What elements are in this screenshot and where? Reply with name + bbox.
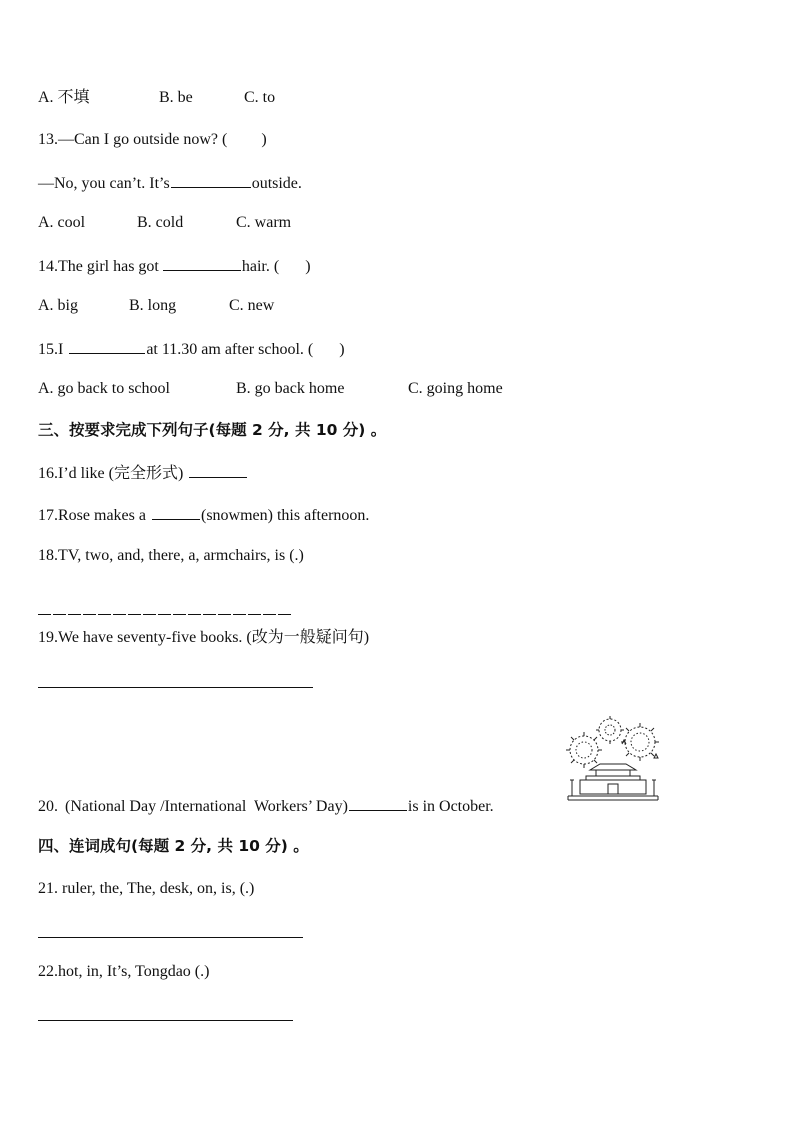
q22-number: 22. — [38, 963, 58, 980]
q13-number: 13. — [38, 131, 58, 148]
q16-number: 16. — [38, 465, 58, 482]
q15-paren-close: ) — [339, 341, 345, 358]
q13-blank[interactable] — [171, 172, 251, 188]
q21-text: ruler, the, The, desk, on, is, (.) — [62, 880, 255, 897]
q17-blank[interactable] — [152, 504, 200, 520]
q21-question — [38, 879, 254, 899]
q16-blank[interactable] — [189, 462, 247, 478]
q14-paren-close: ) — [305, 258, 311, 275]
q14-blank[interactable] — [163, 255, 241, 271]
q14-options — [38, 296, 338, 376]
q14-option-a: A. big — [38, 297, 78, 314]
q13-answer-prefix: —No, you can’t. It’s — [38, 175, 170, 192]
q14-suffix: hair. ( — [241, 258, 280, 275]
q13-answer-line — [38, 172, 302, 194]
q18-number: 18. — [38, 547, 58, 564]
q22-answer-line[interactable] — [38, 1020, 293, 1021]
q20-blank[interactable] — [349, 795, 407, 811]
tiananmen-fireworks-illustration — [560, 714, 664, 804]
q15-suffix: at 11.30 am after school. ( — [146, 341, 314, 358]
q14-option-c: C. new — [229, 297, 275, 314]
q14-option-b: B. long — [129, 297, 177, 314]
q20-question — [38, 795, 494, 817]
q12-options — [38, 88, 338, 168]
q16-question — [38, 462, 248, 484]
q13-paren-close: ) — [261, 131, 267, 148]
q21-answer-line[interactable] — [38, 937, 303, 938]
q19-question — [38, 628, 369, 648]
q13-option-c: C. warm — [236, 214, 292, 231]
q17-question — [38, 504, 369, 526]
section3-heading: 三、按要求完成下列句子(每题 2 分, 共 10 分) 。 — [38, 421, 387, 439]
q13-answer-suffix: outside. — [251, 175, 302, 192]
q17-prefix: Rose makes a — [58, 507, 146, 524]
q15-blank[interactable] — [69, 338, 145, 354]
q17-suffix: (snowmen) this afternoon. — [200, 507, 370, 524]
q15-option-c: C. going home — [408, 380, 503, 397]
q15-option-a: A. go back to school — [38, 380, 170, 397]
q21-number: 21. — [38, 880, 58, 897]
section4-heading: 四、连词成句(每题 2 分, 共 10 分) 。 — [38, 837, 309, 855]
q20-suffix: is in October. — [407, 798, 494, 815]
q18-question — [38, 546, 304, 566]
q22-question — [38, 962, 209, 982]
q13-question — [38, 130, 267, 150]
q16-text: I’d like (完全形式) — [58, 465, 184, 482]
q14-number: 14. — [38, 258, 58, 275]
q12-option-b: B. be — [159, 89, 193, 106]
q17-number: 17. — [38, 507, 58, 524]
q19-number: 19. — [38, 629, 58, 646]
q15-options — [38, 379, 558, 459]
q15-prefix: I — [58, 341, 64, 358]
q20-prefix: (National Day /International Workers’ Day) — [65, 798, 348, 815]
q19-answer-line[interactable] — [38, 687, 313, 688]
q12-option-c: C. to — [244, 89, 276, 106]
q14-prefix: The girl has got — [58, 258, 159, 275]
q12-option-a: A. 不填 — [38, 89, 90, 106]
q13-text: —Can I go outside now? ( — [58, 131, 228, 148]
q15-number: 15. — [38, 341, 58, 358]
q19-text: We have seventy-five books. (改为一般疑问句) — [58, 629, 370, 646]
q20-number: 20. — [38, 798, 58, 815]
q15-question — [38, 338, 345, 360]
q13-option-a: A. cool — [38, 214, 86, 231]
q14-question — [38, 255, 311, 277]
q13-option-b: B. cold — [137, 214, 184, 231]
q18-text: TV, two, and, there, a, armchairs, is (.) — [58, 547, 304, 564]
q22-text: hot, in, It’s, Tongdao (.) — [58, 963, 210, 980]
q15-option-b: B. go back home — [236, 380, 345, 397]
q13-options — [38, 213, 338, 293]
